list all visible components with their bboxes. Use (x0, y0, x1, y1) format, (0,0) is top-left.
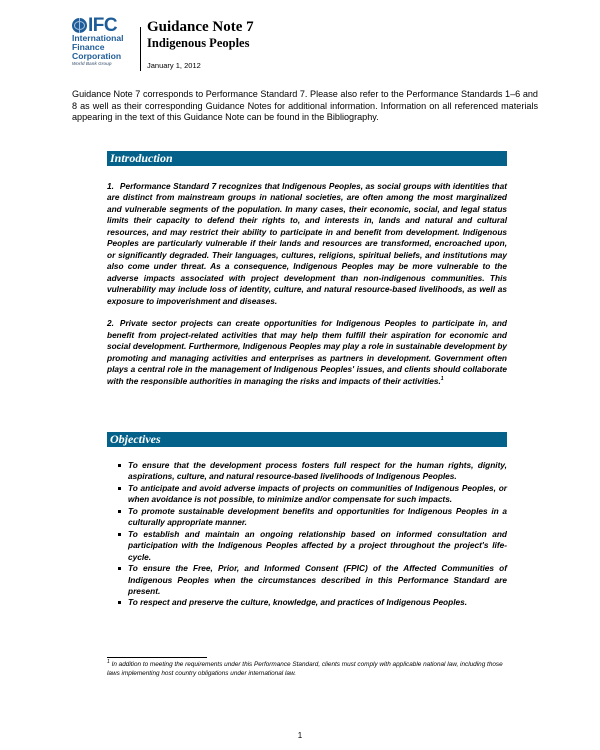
paragraph-text: Performance Standard 7 recognizes that Indigenous Peoples, as social groups with identities that are distinct from mainstream groups in national societies, are often among the most marginalized and vulnerable segments of the population. In many cases, their economic, social, and legal status limits their capacity to defend their rights to, and interests in, lands and natural and cultural resources, and may restrict their ability to participate in and benefit from development. Indigenous Peoples are particularly vulnerable if their lands and resources are transformed, encroached upon, or significantly degraded. Their languages, cultures, religions, spiritual beliefs, and institutions may also come under threat. As a consequence, Indigenous Peoples may be more vulnerable to the adverse impacts associated with project development than non-indigenous communities. This vulnerability may include loss of identity, culture, and natural resource-based livelihoods, as well as exposure to impoverishment and diseases. (107, 181, 507, 306)
footnote-text: In addition to meeting the requirements under this Performance Standard, clients must comply with applicable national law, including those laws implementing host country obligations under international law. (107, 661, 503, 677)
logo-ifc-text: IFC (88, 15, 118, 36)
list-item-text: To establish and maintain an ongoing relationship based on informed consultation and participation with the Indigenous Peoples affected by a project throughout the project's life-cycle. (128, 528, 507, 562)
list-item (118, 460, 507, 483)
bullet-icon (118, 487, 121, 490)
list-item-text: To ensure the Free, Prior, and Informed Consent (FPIC) of the Affected Communities of Indigenous Peoples when the circumstances described in this Performance Standard are present. (128, 563, 507, 596)
bullet-icon (118, 601, 121, 604)
logo-line-finance: Finance (72, 42, 105, 52)
page-number: 1 (297, 731, 303, 740)
footnote-1 (107, 660, 507, 678)
footnote-separator (107, 657, 207, 658)
paragraph-1 (107, 181, 507, 307)
section-heading-objectives: Objectives (107, 432, 507, 447)
paragraph-number: 1. (107, 181, 114, 191)
header-divider (140, 27, 141, 71)
introduction-body (107, 181, 507, 387)
document-date: January 1, 2012 (147, 61, 201, 70)
footnote-ref[interactable]: 1 (440, 375, 444, 382)
logo-mark (72, 17, 130, 34)
bullet-icon (118, 567, 121, 570)
logo-line-international: International (72, 33, 124, 43)
list-item (118, 483, 507, 506)
list-item-text: To ensure that the development process fosters full respect for the human rights, dignity, aspirations, culture, and natural resource-based livelihoods of Indigenous Peoples. (128, 460, 507, 482)
objectives-list (118, 460, 507, 609)
list-item-text: To anticipate and avoid adverse impacts of projects on communities of Indigenous Peoples, or when avoidance is not possible, to minimize and/or compensate for such impacts. (128, 482, 507, 505)
section-heading-introduction: Introduction (107, 151, 507, 166)
paragraph-2 (107, 318, 507, 387)
globe-icon (72, 18, 87, 33)
list-item (118, 597, 507, 608)
list-item (118, 563, 507, 597)
document-title: Guidance Note 7 (147, 19, 254, 35)
list-item-text: To respect and preserve the culture, knowledge, and practices of Indigenous Peoples. (128, 597, 468, 608)
logo-group: World Bank Group (72, 61, 112, 66)
logo-line-corporation: Corporation (72, 51, 122, 61)
bullet-icon (118, 510, 121, 513)
list-item-text: To promote sustainable development benefits and opportunities for Indigenous Peoples in a culturally appropriate manner. (128, 505, 507, 528)
document-header (72, 17, 372, 77)
paragraph-number: 2. (107, 318, 114, 329)
list-item (118, 506, 507, 529)
bullet-icon (118, 533, 121, 536)
intro-paragraph: Guidance Note 7 corresponds to Performance Standard 7. Please also refer to the Performance Standards 1–6 and 8 as well as their corresponding Guidance Notes for additional information. Information on all referenced materials appearing in the text of this Guidance Note can be found in the Bibliography. (72, 89, 538, 122)
bullet-icon (118, 464, 121, 467)
ifc-logo (72, 17, 130, 75)
document-subtitle: Indigenous Peoples (147, 36, 250, 50)
list-item (118, 529, 507, 563)
title-block (147, 19, 254, 70)
footnote-number: 1 (107, 658, 110, 665)
paragraph-text: Private sector projects can create opportunities for Indigenous Peoples to participate in, and benefit from project-related activities that may help them fulfill their aspiration for economic and social development. Furthermore, Indigenous Peoples may play a role in sustainable development by promoting and managing activities and enterprises as partners in development. Government often plays a central role in the management of Indigenous Peoples' issues, and clients should collaborate with the responsible authorities in managing the risks and impacts of their activities. (107, 318, 507, 386)
